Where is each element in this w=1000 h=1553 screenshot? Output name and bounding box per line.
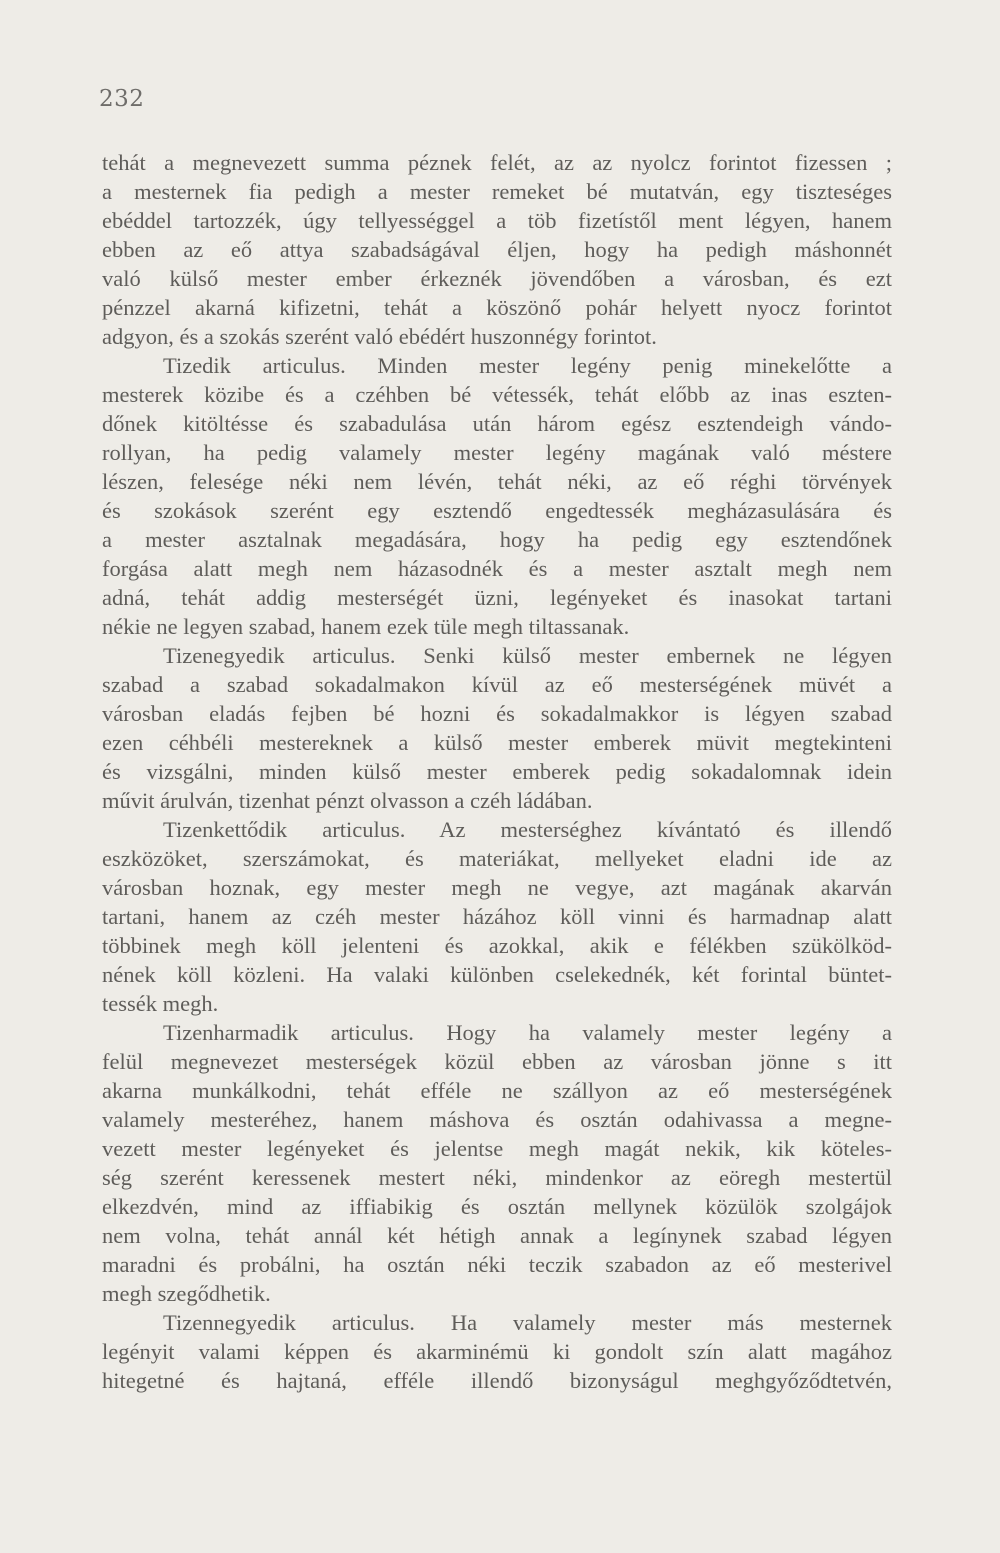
text-line: vezett mester legényeket és jelentse megh magát nekik, kik köteles-	[102, 1136, 892, 1161]
text-line: forgása alatt megh nem házasodnék és a mester asztalt megh nem	[102, 556, 892, 581]
text-line: rollyan, ha pedig valamely mester legény magának való méstere	[102, 440, 892, 465]
text-line: dőnek kitöltésse és szabadulása után három egész esztendeigh vándo-	[102, 411, 892, 436]
text-line: megh szegődhetik.	[102, 1281, 271, 1306]
text-line: adgyon, és a szokás szerént való ebédért huszonnégy forintot.	[102, 324, 657, 349]
text-line: Tizennegyedik articulus. Ha valamely mester más mesternek	[163, 1310, 892, 1335]
text-line: Tizenkettődik articulus. Az mesterséghez kívántató és illendő	[163, 817, 892, 842]
text-line: a mesternek fia pedigh a mester remeket bé mutatván, egy tiszteséges	[102, 179, 892, 204]
text-line: Tizenegyedik articulus. Senki külső mester embernek ne légyen	[163, 643, 892, 668]
text-line: lészen, felesége néki nem lévén, tehát néki, az eő réghi törvények	[102, 469, 892, 494]
text-line: nének köll közleni. Ha valaki különben cselekednék, két forintal büntet-	[102, 962, 892, 987]
text-line: valamely mesteréhez, hanem máshova és osztán odahivassa a megne-	[102, 1107, 892, 1132]
text-line: tehát a megnevezett summa péznek felét, az az nyolcz forintot fizessen ;	[102, 150, 892, 175]
text-line: városban eladás fejben bé hozni és sokadalmakkor is légyen szabad	[102, 701, 892, 726]
page-number: 232	[99, 86, 145, 112]
text-line: tessék megh.	[102, 991, 219, 1016]
text-line: ebéddel tartozzék, úgy tellyességgel a töb fizetístől ment légyen, hanem	[102, 208, 892, 233]
text-line: ebben az eő attya szabadságával éljen, hogy ha pedigh máshonnét	[102, 237, 892, 262]
text-line: ség szerént keressenek mestert néki, mindenkor az eöregh mestertül	[102, 1165, 892, 1190]
text-line: nékie ne legyen szabad, hanem ezek tüle megh tiltassanak.	[102, 614, 630, 639]
text-line: városban hoznak, egy mester megh ne vegye, azt magának akarván	[102, 875, 892, 900]
text-line: a mester asztalnak megadására, hogy ha pedig egy esztendőnek	[102, 527, 892, 552]
text-line: adná, tehát addig mesterségét üzni, legényeket és inasokat tartani	[102, 585, 892, 610]
text-line: akarna munkálkodni, tehát efféle ne szállyon az eő mesterségének	[102, 1078, 892, 1103]
text-line: és vizsgálni, minden külső mester emberek pedig sokadalomnak idein	[102, 759, 892, 784]
text-line: és szokások szerént egy esztendő engedtessék megházasulására és	[102, 498, 892, 523]
text-line: legényit valami képpen és akarminémü ki gondolt szín alatt magához	[102, 1339, 892, 1364]
text-line: eszközöket, szerszámokat, és materiákat, mellyeket eladni ide az	[102, 846, 892, 871]
text-line: hitegetné és hajtaná, efféle illendő bizonyságul meghgyőződtetvén,	[102, 1368, 892, 1393]
text-line: pénzzel akarná kifizetni, tehát a köszönő pohár helyett nyocz forintot	[102, 295, 892, 320]
text-line: többinek megh köll jelenteni és azokkal, akik e félékben szükölköd-	[102, 933, 892, 958]
text-line: maradni és probálni, ha osztán néki teczik szabadon az eő mesterivel	[102, 1252, 892, 1277]
text-line: ezen céhbéli mestereknek a külső mester emberek müvit megtekinteni	[102, 730, 892, 755]
text-line: mesterek közibe és a czéhben bé vétessék, tehát előbb az inas eszten-	[102, 382, 892, 407]
body-text	[102, 148, 892, 1395]
text-line: művit árulván, tizenhat pénzt olvasson a czéh ládában.	[102, 788, 593, 813]
text-line: való külső mester ember érkeznék jövendőben a városban, és ezt	[102, 266, 892, 291]
text-line: Tizenharmadik articulus. Hogy ha valamely mester legény a	[163, 1020, 892, 1045]
text-line: szabad a szabad sokadalmakon kívül az eő mesterségének müvét a	[102, 672, 892, 697]
text-line: tartani, hanem az czéh mester házához köll vinni és harmadnap alatt	[102, 904, 892, 929]
text-line: elkezdvén, mind az iffiabikig és osztán mellynek közülök szolgájok	[102, 1194, 892, 1219]
text-line: nem volna, tehát annál két hétigh annak a legínynek szabad légyen	[102, 1223, 892, 1248]
text-line: Tizedik articulus. Minden mester legény penig minekelőtte a	[163, 353, 892, 378]
text-line: felül megnevezet mesterségek közül ebben az városban jönne s itt	[102, 1049, 892, 1074]
